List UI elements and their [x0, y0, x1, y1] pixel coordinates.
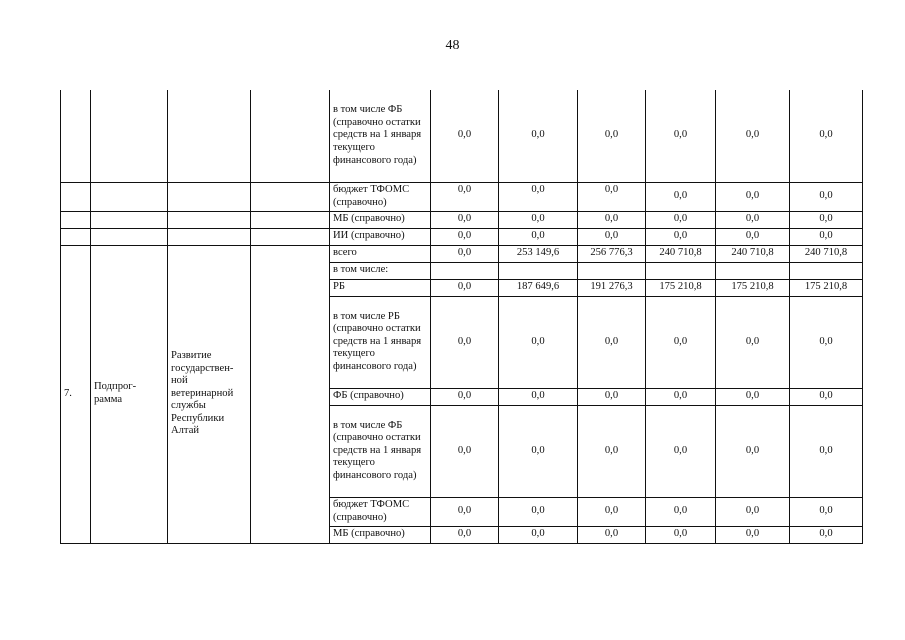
value-cell: 0,0: [578, 228, 646, 245]
value-cell: [716, 262, 790, 279]
value-cell: 0,0: [431, 526, 499, 543]
value-cell: 0,0: [716, 296, 790, 388]
blank-cell: [91, 90, 168, 182]
table-row: [61, 228, 863, 245]
value-cell: 0,0: [716, 90, 790, 182]
value-cell: 0,0: [646, 228, 716, 245]
value-cell: 0,0: [790, 388, 863, 405]
value-cell: 0,0: [716, 228, 790, 245]
value-cell: 0,0: [646, 296, 716, 388]
row-number: 7.: [61, 245, 91, 543]
value-cell: 0,0: [578, 182, 646, 211]
value-cell: 0,0: [646, 388, 716, 405]
funding-source: в том числе ФБ (справочно остатки средств на 1 января текущего финансового года): [330, 90, 431, 182]
value-cell: 0,0: [578, 497, 646, 526]
value-cell: 0,0: [646, 182, 716, 211]
value-cell: [578, 262, 646, 279]
blank-cell: [61, 228, 91, 245]
value-cell: 0,0: [716, 497, 790, 526]
value-cell: 0,0: [431, 388, 499, 405]
value-cell: [431, 262, 499, 279]
value-cell: 0,0: [790, 228, 863, 245]
table-row: [61, 245, 863, 262]
blank-cell: [61, 182, 91, 211]
value-cell: 0,0: [790, 182, 863, 211]
funding-source: ИИ (справочно): [330, 228, 431, 245]
value-cell: 0,0: [499, 388, 578, 405]
funding-source: в том числе РБ (справочно остатки средств на 1 января текущего финансового года): [330, 296, 431, 388]
value-cell: 0,0: [646, 90, 716, 182]
financing-table: [60, 90, 863, 544]
value-cell: 187 649,6: [499, 279, 578, 296]
value-cell: 256 776,3: [578, 245, 646, 262]
value-cell: 0,0: [499, 228, 578, 245]
page-number: 48: [445, 38, 460, 53]
value-cell: 253 149,6: [499, 245, 578, 262]
funding-source: ФБ (справочно): [330, 388, 431, 405]
value-cell: 175 210,8: [716, 279, 790, 296]
value-cell: 0,0: [431, 497, 499, 526]
blank-cell: [61, 211, 91, 228]
value-cell: 0,0: [499, 526, 578, 543]
value-cell: 0,0: [716, 388, 790, 405]
value-cell: 0,0: [499, 211, 578, 228]
value-cell: 0,0: [499, 296, 578, 388]
value-cell: [646, 262, 716, 279]
value-cell: 0,0: [578, 388, 646, 405]
subprogram-name: Развитие государствен-ной ветеринарной службы Республики Алтай: [168, 245, 251, 543]
blank-cell: [91, 182, 168, 211]
row-type: Подпрог-рамма: [91, 245, 168, 543]
value-cell: 175 210,8: [646, 279, 716, 296]
value-cell: 0,0: [716, 211, 790, 228]
blank-cell: [251, 228, 330, 245]
funding-source: бюджет ТФОМС (справочно): [330, 182, 431, 211]
value-cell: 0,0: [431, 405, 499, 497]
blank-cell: [91, 211, 168, 228]
value-cell: 0,0: [431, 279, 499, 296]
funding-source: бюджет ТФОМС (справочно): [330, 497, 431, 526]
value-cell: 0,0: [499, 405, 578, 497]
value-cell: 0,0: [716, 526, 790, 543]
blank-cell: [168, 90, 251, 182]
value-cell: 0,0: [431, 90, 499, 182]
value-cell: [790, 262, 863, 279]
value-cell: 0,0: [431, 296, 499, 388]
value-cell: 0,0: [431, 211, 499, 228]
value-cell: 0,0: [790, 296, 863, 388]
table-row: [61, 182, 863, 211]
value-cell: 0,0: [646, 497, 716, 526]
value-cell: 0,0: [646, 526, 716, 543]
blank-cell: [168, 182, 251, 211]
value-cell: [499, 262, 578, 279]
value-cell: 0,0: [790, 497, 863, 526]
blank-cell: [168, 228, 251, 245]
blank-cell: [251, 90, 330, 182]
value-cell: 240 710,8: [716, 245, 790, 262]
table-row: [61, 211, 863, 228]
value-cell: 191 276,3: [578, 279, 646, 296]
value-cell: 0,0: [716, 405, 790, 497]
funding-source: МБ (справочно): [330, 211, 431, 228]
value-cell: 0,0: [431, 182, 499, 211]
blank-cell: [61, 90, 91, 182]
value-cell: 240 710,8: [790, 245, 863, 262]
funding-source: в том числе:: [330, 262, 431, 279]
blank-cell: [251, 211, 330, 228]
value-cell: 0,0: [790, 211, 863, 228]
value-cell: 0,0: [646, 405, 716, 497]
funding-source: в том числе ФБ (справочно остатки средств на 1 января текущего финансового года): [330, 405, 431, 497]
value-cell: 175 210,8: [790, 279, 863, 296]
value-cell: 0,0: [578, 526, 646, 543]
value-cell: 0,0: [578, 405, 646, 497]
funding-source: всего: [330, 245, 431, 262]
value-cell: 0,0: [578, 296, 646, 388]
blank-cell: [168, 211, 251, 228]
value-cell: 0,0: [431, 228, 499, 245]
value-cell: 0,0: [431, 245, 499, 262]
value-cell: 0,0: [646, 211, 716, 228]
funding-source: РБ: [330, 279, 431, 296]
value-cell: 0,0: [790, 405, 863, 497]
blank-cell: [251, 182, 330, 211]
table-row: [61, 90, 863, 182]
value-cell: 0,0: [578, 211, 646, 228]
value-cell: 0,0: [790, 90, 863, 182]
value-cell: 0,0: [499, 182, 578, 211]
value-cell: 0,0: [578, 90, 646, 182]
value-cell: 0,0: [499, 497, 578, 526]
value-cell: 0,0: [790, 526, 863, 543]
value-cell: 240 710,8: [646, 245, 716, 262]
funding-source: МБ (справочно): [330, 526, 431, 543]
value-cell: 0,0: [716, 182, 790, 211]
blank-cell: [91, 228, 168, 245]
blank-cell: [251, 245, 330, 543]
value-cell: 0,0: [499, 90, 578, 182]
